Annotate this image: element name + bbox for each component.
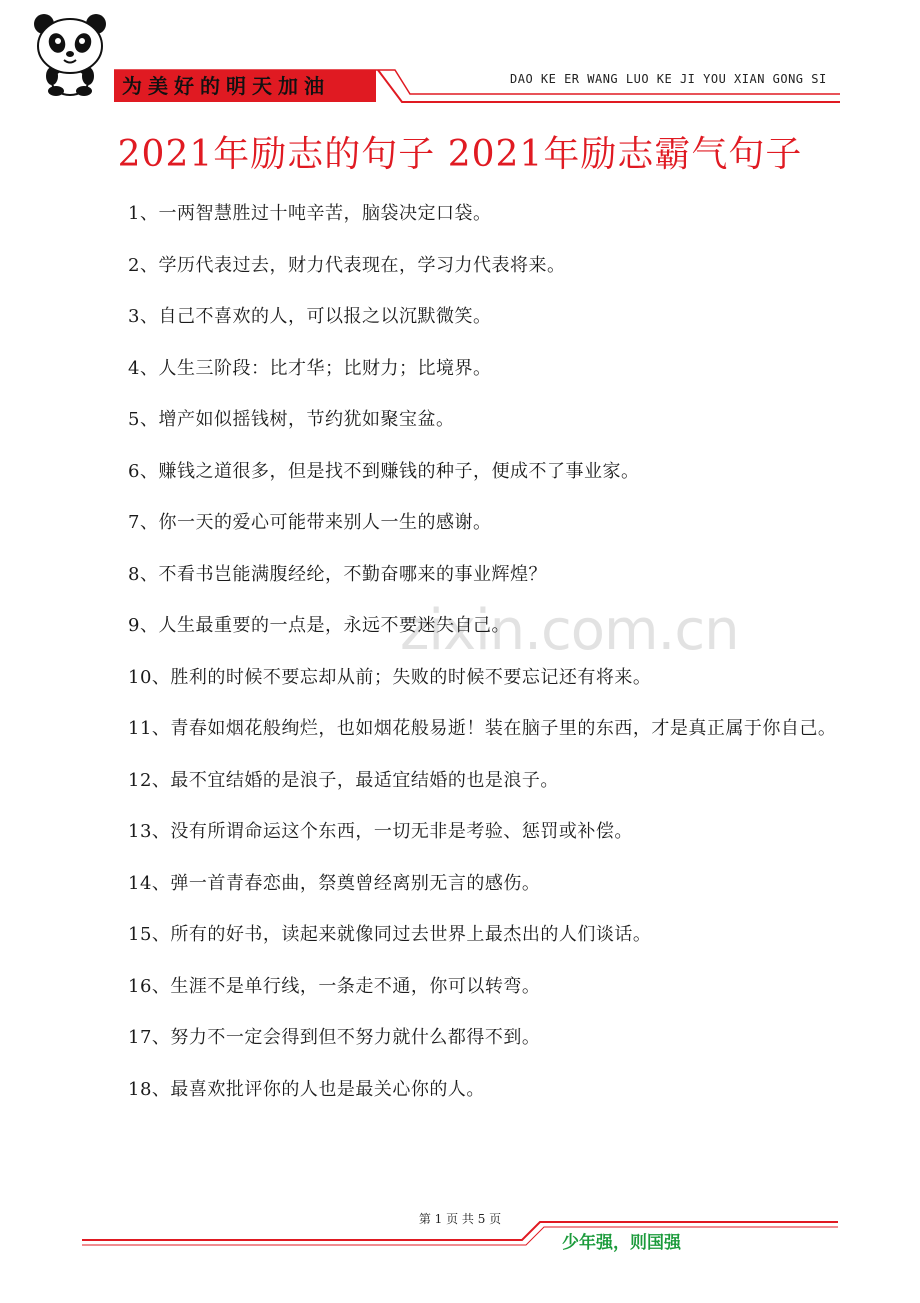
- list-item: 10、胜利的时候不要忘却从前；失败的时候不要忘记还有将来。: [128, 666, 652, 688]
- page-indicator: 第 1 页 共 5 页: [418, 1212, 502, 1226]
- list-item: 17、努力不一定会得到但不努力就什么都得不到。: [128, 1027, 541, 1048]
- list-item: 13、没有所谓命运这个东西，一切无非是考验、惩罚或补偿。: [128, 821, 633, 842]
- footer-rule: [82, 1218, 842, 1248]
- header-slogan: 为美好的明天加油: [114, 70, 376, 102]
- list-item: 4、人生三阶段：比才华；比财力；比境界。: [128, 357, 492, 379]
- list-item: 3、自己不喜欢的人，可以报之以沉默微笑。: [128, 306, 492, 327]
- list-item: 5、增产如似摇钱树，节约犹如聚宝盆。: [128, 409, 455, 430]
- list-item: 2、学历代表过去，财力代表现在，学习力代表将来。: [128, 254, 566, 276]
- list-item: 11、青春如烟花般绚烂，也如烟花般易逝！装在脑子里的东西，才是真正属于你自己。: [128, 718, 837, 739]
- page-title: 2021年励志的句子 2021年励志霸气句子: [117, 134, 803, 175]
- list-item: 6、赚钱之道很多，但是找不到赚钱的种子，便成不了事业家。: [128, 460, 640, 482]
- list-item: 18、最喜欢批评你的人也是最关心你的人。: [128, 1078, 485, 1100]
- list-item: 1、一两智慧胜过十吨辛苦，脑袋决定口袋。: [128, 203, 492, 224]
- quote-list: [86, 197, 838, 1124]
- watermark: zixin.com.cn: [400, 598, 739, 663]
- footer-slogan: 少年强，则国强: [562, 1233, 681, 1253]
- list-item: 12、最不宜结婚的是浪子，最适宜结婚的也是浪子。: [128, 769, 559, 791]
- panda-mascot-icon: [30, 12, 110, 96]
- list-item: 14、弹一首青春恋曲，祭奠曾经离别无言的感伤。: [128, 872, 541, 894]
- list-item: 15、所有的好书，读起来就像同过去世界上最杰出的人们谈话。: [128, 924, 652, 945]
- list-item: 8、不看书岂能满腹经纶，不勤奋哪来的事业辉煌？: [128, 563, 547, 585]
- company-name: DAO KE ER WANG LUO KE JI YOU XIAN GONG SI: [510, 72, 827, 86]
- list-item: 7、你一天的爱心可能带来别人一生的感谢。: [128, 512, 492, 533]
- list-item: 9、人生最重要的一点是，永远不要迷失自己。: [128, 615, 510, 636]
- list-item: 16、生涯不是单行线，一条走不通，你可以转弯。: [128, 975, 541, 997]
